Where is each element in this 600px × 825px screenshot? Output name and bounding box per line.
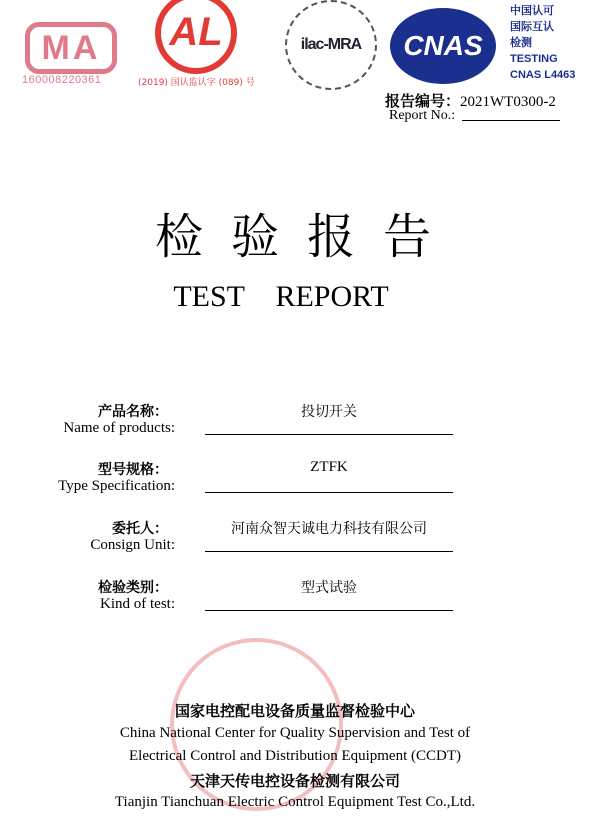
field-label-cn: 检验类别：: [98, 580, 168, 596]
field-row-kind: [0, 577, 600, 637]
al-logo: [155, 0, 237, 74]
report-number-underline: [462, 120, 560, 121]
report-number-label-cn: 报告编号：: [385, 92, 461, 110]
field-label-cn: 型号规格：: [98, 462, 168, 478]
report-number-value: 2021WT0300-2: [460, 94, 556, 110]
cma-logo: [25, 22, 117, 74]
field-label-cn: 委托人：: [112, 521, 168, 537]
field-underline: [205, 551, 453, 552]
field-value: 投切开关: [301, 404, 357, 420]
ilac-logo-text: ilac-MRA: [300, 36, 362, 53]
cnas-line: 检测: [510, 37, 532, 49]
report-number-label-en: Report No.:: [389, 108, 456, 123]
field-label-en: Kind of test:: [100, 596, 175, 612]
cnas-line: TESTING: [510, 53, 558, 65]
field-label-en: Consign Unit:: [90, 537, 175, 553]
cnas-logo: [390, 8, 496, 84]
field-label-cn: 产品名称：: [98, 404, 168, 420]
cnas-line: 中国认可: [510, 5, 554, 17]
center-name-en-1: China National Center for Quality Supervision and Test of: [119, 725, 471, 741]
cma-number: 160008220361: [22, 74, 102, 86]
field-label-en: Name of products:: [63, 420, 175, 436]
ilac-mra-logo: [285, 0, 377, 90]
field-row-type: [0, 459, 600, 519]
company-name-cn: 天津天传电控设备检测有限公司: [189, 772, 400, 790]
field-value: 河南众智天诚电力科技有限公司: [231, 521, 427, 537]
field-value: ZTFK: [310, 459, 348, 475]
cnas-line: CNAS L4463: [510, 69, 576, 81]
field-row-product: [0, 401, 600, 461]
field-underline: [205, 610, 453, 611]
cma-logo-text: MA: [41, 29, 101, 67]
field-value: 型式试验: [301, 580, 357, 596]
cnas-line: 国际互认: [510, 21, 554, 33]
field-underline: [205, 434, 453, 435]
field-row-consign: [0, 518, 600, 578]
al-number: (2019) 国认监认字 (089) 号: [138, 78, 255, 88]
center-name-en-2: Electrical Control and Distribution Equipment (CCDT): [128, 748, 462, 764]
field-label-en: Type Specification:: [58, 478, 175, 494]
company-name-en: Tianjin Tianchuan Electric Control Equipment Test Co.,Ltd.: [114, 794, 476, 810]
cnas-text: [510, 3, 575, 83]
field-underline: [205, 492, 453, 493]
title-cn: 检验报告: [154, 209, 459, 265]
cnas-logo-text: CNAS: [403, 30, 483, 61]
title-en: TEST REPORT: [173, 280, 389, 313]
center-name-cn: 国家电控配电设备质量监督检验中心: [174, 702, 415, 720]
al-logo-text: AL: [169, 10, 223, 54]
